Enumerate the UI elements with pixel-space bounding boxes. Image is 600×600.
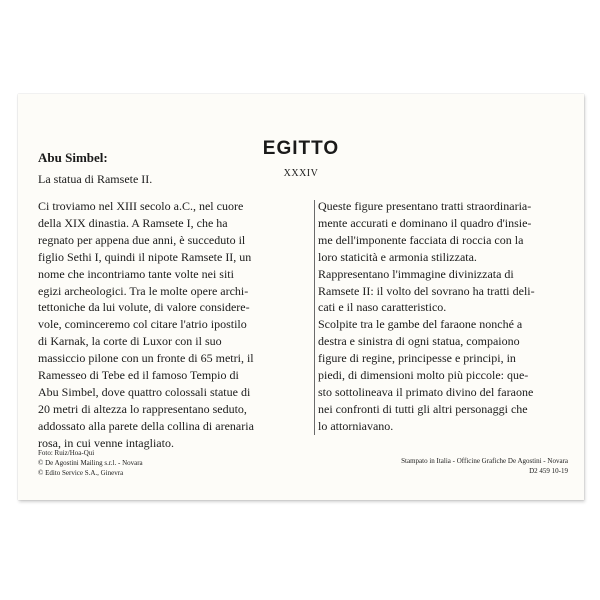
text-line: lo attorniavano. (318, 418, 394, 433)
text-line: piedi, di dimensioni molto più piccole: que- (318, 368, 529, 383)
credit-line: Foto: Ruiz/Hoa-Qui (38, 449, 95, 457)
text-line: cati e il naso caratteristico. (318, 300, 447, 315)
text-line: loro staticità e armonia stilizzata. (318, 249, 477, 264)
text-line: 20 metri di altezza lo rappresentano seduto, (38, 401, 247, 416)
text-line: me dell'imponente facciata di roccia con la (318, 232, 524, 247)
credit-line: © Edito Service S.A., Ginevra (38, 469, 124, 477)
card-title: EGITTO (262, 138, 340, 159)
card-number: XXXIV (283, 168, 319, 179)
text-line: nei confronti di tutti gli altri personaggi che (318, 401, 528, 416)
text-line: di Karnak, la corte di Luxor con il suo (38, 334, 222, 349)
text-line: figlio Sethi I, quindi il nipote Ramsete II, un (38, 249, 252, 264)
text-line: Rappresentano l'immagine divinizzata di (318, 266, 514, 281)
text-line: regnato per appena due anni, è succeduto il (38, 232, 246, 247)
text-line: figure di regine, principesse e principi, in (318, 351, 516, 366)
text-line: della XIX dinastia. A Ramsete I, che ha (38, 215, 228, 230)
printer-line: Stampato in Italia - Officine Grafiche De Agostini - Novara (401, 457, 568, 465)
text-line: Scolpite tra le gambe del faraone nonché a (318, 317, 523, 332)
text-line: mente accurati e dominano il quadro d'insie- (318, 215, 532, 230)
text-line: Ramesseo di Tebe ed il famoso Tempio di (38, 368, 239, 383)
text-line: Ci troviamo nel XIII secolo a.C., nel cuore (38, 199, 244, 213)
printer-code: D2 459 10-19 (529, 467, 568, 475)
text-line: rosa, in cui venne intagliato. (38, 435, 174, 450)
text-line: Ramsete II: il volto del sovrano ha tratti deli- (318, 283, 535, 298)
credit-line: © De Agostini Mailing s.r.l. - Novara (38, 459, 143, 467)
postcard-back (18, 94, 584, 500)
text-line: tettoniche da lui volute, di valore considere- (38, 300, 250, 315)
subject-heading: La statua di Ramsete II. (38, 172, 153, 186)
location-heading: Abu Simbel: (38, 150, 108, 165)
text-line: Abu Simbel, dove quattro colossali statue di (38, 384, 251, 399)
column-divider (314, 200, 315, 435)
text-line: egizi archeologici. Tra le molte opere archi- (38, 283, 249, 298)
text-line: Queste figure presentano tratti straordinaria- (318, 199, 532, 213)
right-text-column (318, 198, 568, 435)
text-line: massiccio pilone con un fronte di 65 metri, il (38, 351, 254, 366)
photo-credits (38, 448, 143, 478)
text-line: nome che incontriamo tante volte nei siti (38, 266, 234, 281)
text-line: addossato alla parete della collina di arenaria (38, 418, 254, 433)
text-line: sto sottolineava il primato divino del faraone (318, 384, 534, 399)
text-line: destra e sinistra di ogni statua, compaiono (318, 334, 520, 349)
left-text-column (38, 198, 310, 452)
text-line: vole, cominceremo col citare l'atrio ipostilo (38, 317, 247, 332)
printer-info (401, 456, 568, 476)
